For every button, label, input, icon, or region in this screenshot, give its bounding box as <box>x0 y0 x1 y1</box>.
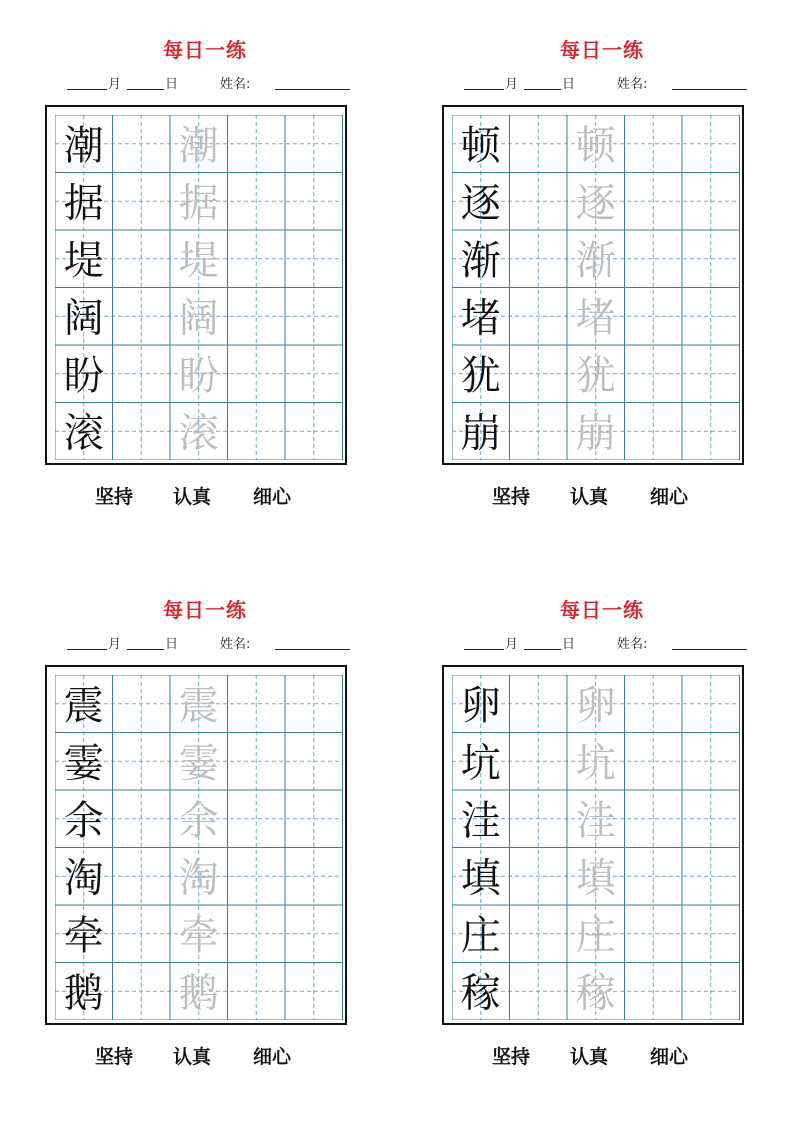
model-character: 据 <box>63 180 104 227</box>
writing-grid-frame <box>442 665 744 1025</box>
trace-character: 堤 <box>178 237 219 284</box>
motto-word: 认真 <box>570 1046 609 1068</box>
trace-character: 盼 <box>178 352 219 399</box>
writing-grid <box>55 115 343 460</box>
trace-character: 渐 <box>575 237 616 284</box>
motto-word: 细心 <box>650 486 689 508</box>
model-character: 牵 <box>63 912 104 959</box>
practice-card <box>45 0 365 508</box>
month-blank[interactable] <box>464 649 504 650</box>
month-blank[interactable] <box>67 89 107 90</box>
model-character: 堤 <box>63 237 104 284</box>
date-name-line <box>45 73 365 93</box>
card-title: 每日一练 <box>560 598 644 622</box>
trace-character: 堵 <box>575 295 616 342</box>
model-character: 庄 <box>460 912 501 959</box>
motto-word: 认真 <box>173 486 212 508</box>
writing-grid <box>452 675 740 1020</box>
motto-word: 认真 <box>173 1046 212 1068</box>
name-blank[interactable] <box>275 89 350 90</box>
model-character: 阔 <box>63 295 104 342</box>
writing-grid <box>55 675 343 1020</box>
model-character: 余 <box>63 797 104 844</box>
month-label: 月 <box>108 637 122 652</box>
trace-character: 阔 <box>178 295 219 342</box>
writing-grid <box>452 115 740 460</box>
name-label: 姓名: <box>220 77 251 92</box>
writing-grid-frame <box>45 665 347 1025</box>
trace-character: 逐 <box>575 180 616 227</box>
practice-card <box>442 560 762 1068</box>
trace-character: 据 <box>178 180 219 227</box>
model-character: 淘 <box>63 855 104 902</box>
motto-word: 细心 <box>650 1046 689 1068</box>
day-label: 日 <box>562 77 576 92</box>
trace-character: 稼 <box>575 970 616 1017</box>
day-label: 日 <box>165 77 179 92</box>
trace-character: 鹅 <box>178 970 219 1017</box>
model-character: 崩 <box>460 410 501 457</box>
model-character: 洼 <box>460 797 501 844</box>
motto-word: 坚持 <box>95 486 134 508</box>
model-character: 潮 <box>63 122 104 169</box>
trace-character: 犹 <box>575 352 616 399</box>
trace-character: 庄 <box>575 912 616 959</box>
name-blank[interactable] <box>275 649 350 650</box>
month-blank[interactable] <box>464 89 504 90</box>
card-title: 每日一练 <box>163 598 247 622</box>
model-character: 堵 <box>460 295 501 342</box>
trace-character: 洼 <box>575 797 616 844</box>
card-title: 每日一练 <box>560 38 644 62</box>
month-label: 月 <box>505 77 519 92</box>
name-blank[interactable] <box>672 89 747 90</box>
trace-character: 淘 <box>178 855 219 902</box>
card-title: 每日一练 <box>163 38 247 62</box>
month-label: 月 <box>505 637 519 652</box>
motto-word: 坚持 <box>95 1046 134 1068</box>
month-blank[interactable] <box>67 649 107 650</box>
day-label: 日 <box>165 637 179 652</box>
motto-word: 坚持 <box>492 1046 531 1068</box>
model-character: 逐 <box>460 180 501 227</box>
day-blank[interactable] <box>524 89 561 90</box>
model-character: 滚 <box>63 410 104 457</box>
model-character: 顿 <box>460 122 501 169</box>
trace-character: 霎 <box>178 740 219 787</box>
motto-word: 细心 <box>253 1046 292 1068</box>
model-character: 稼 <box>460 970 501 1017</box>
date-name-line <box>442 73 762 93</box>
month-label: 月 <box>108 77 122 92</box>
motto-word: 认真 <box>570 486 609 508</box>
model-character: 卵 <box>460 682 501 729</box>
model-character: 渐 <box>460 237 501 284</box>
model-character: 霎 <box>63 740 104 787</box>
day-blank[interactable] <box>127 89 164 90</box>
trace-character: 潮 <box>178 122 219 169</box>
model-character: 填 <box>460 855 501 902</box>
trace-character: 顿 <box>575 122 616 169</box>
model-character: 犹 <box>460 352 501 399</box>
trace-character: 滚 <box>178 410 219 457</box>
practice-card <box>442 0 762 508</box>
name-blank[interactable] <box>672 649 747 650</box>
model-character: 盼 <box>63 352 104 399</box>
trace-character: 崩 <box>575 410 616 457</box>
day-label: 日 <box>562 637 576 652</box>
date-name-line <box>45 633 365 653</box>
motto-word: 坚持 <box>492 486 531 508</box>
day-blank[interactable] <box>127 649 164 650</box>
trace-character: 牵 <box>178 912 219 959</box>
name-label: 姓名: <box>220 637 251 652</box>
writing-grid-frame <box>442 105 744 465</box>
name-label: 姓名: <box>617 637 648 652</box>
trace-character: 震 <box>178 682 219 729</box>
model-character: 震 <box>63 682 104 729</box>
trace-character: 卵 <box>575 682 616 729</box>
day-blank[interactable] <box>524 649 561 650</box>
name-label: 姓名: <box>617 77 648 92</box>
writing-grid-frame <box>45 105 347 465</box>
date-name-line <box>442 633 762 653</box>
motto-word: 细心 <box>253 486 292 508</box>
practice-card <box>45 560 365 1068</box>
model-character: 坑 <box>460 740 501 787</box>
trace-character: 填 <box>575 855 616 902</box>
trace-character: 坑 <box>575 740 616 787</box>
model-character: 鹅 <box>63 970 104 1017</box>
trace-character: 余 <box>178 797 219 844</box>
